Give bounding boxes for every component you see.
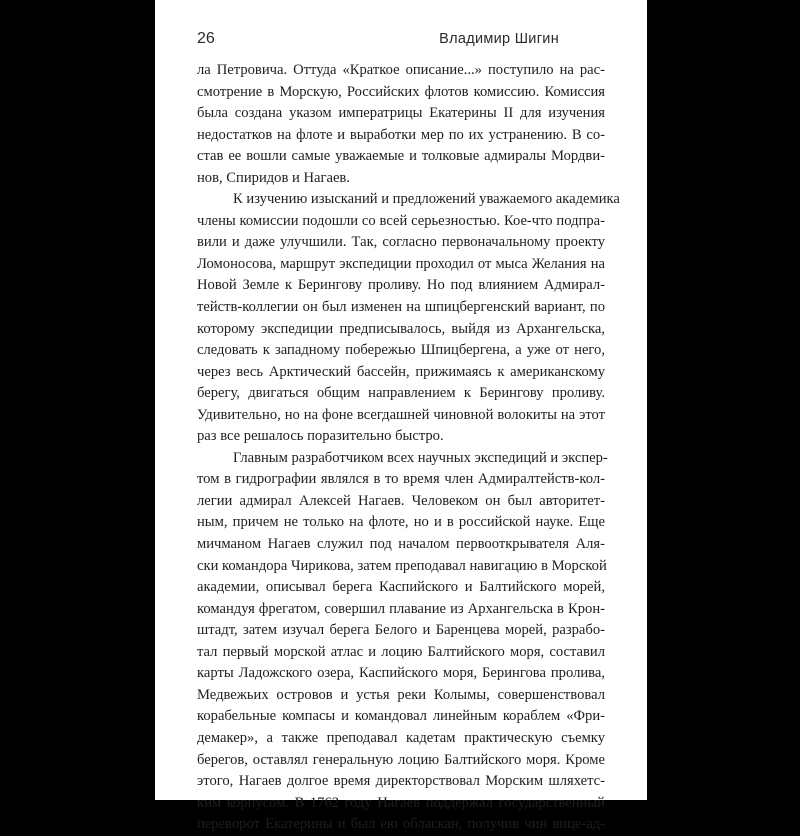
- text-line: Удивительно, но на фоне всегдашней чиновной волокиты на этот: [197, 406, 605, 423]
- running-title: Владимир Шигин: [439, 31, 559, 47]
- body-text: [197, 60, 620, 836]
- text-line: Ломоносова, маршрут экспедиции проходил от мыса Желания на: [197, 255, 605, 272]
- text-line: карты Ладожского озера, Каспийского моря, Берингова пролива,: [197, 665, 605, 682]
- text-line: К изучению изысканий и предложений уважаемого академика: [233, 191, 620, 208]
- text-line: ным, причем не только на флоте, но и в российской науке. Еще: [197, 514, 605, 531]
- text-line: мичманом Нагаев служил под началом первооткрывателя Аля-: [197, 536, 605, 553]
- text-line: тал первый морской атлас и лоцию Балтийского моря, составил: [197, 643, 605, 660]
- text-line: Новой Земле к Берингову проливу. Но под влиянием Адмирал-: [197, 277, 605, 294]
- text-line: академии, описывал берега Каспийского и Балтийского морей,: [197, 579, 605, 596]
- text-line: ким корпусом. В 1762 году Нагаев поддержал государственный: [197, 794, 605, 811]
- page-number: 26: [197, 30, 215, 47]
- text-line: легии адмирал Алексей Нагаев. Человеком он был авторитет-: [197, 492, 605, 509]
- text-line: раз все решалось поразительно быстро.: [197, 428, 444, 445]
- paragraph: [197, 60, 605, 189]
- text-line: члены комиссии подошли со всей серьезностью. Кое-что подпра-: [197, 212, 605, 229]
- paragraph: [197, 448, 608, 836]
- text-line: демакер», а также преподавал кадетам практическую съемку: [197, 729, 605, 746]
- text-line: берегов, оставлял генеральную лоцию Балтийского моря. Кроме: [197, 751, 605, 768]
- text-line: следовать к западному побережью Шпицбергена, а уже от него,: [197, 342, 605, 359]
- text-line: переворот Екатерины и был ею обласкан, получив чин вице-ад-: [197, 816, 605, 833]
- text-line: недостатков на флоте и выработки мер по их устранению. В со-: [197, 126, 605, 143]
- text-line: ла Петровича. Оттуда «Краткое описание...» поступило на рас-: [197, 62, 605, 78]
- text-line: этого, Нагаев долгое время директорствовал Морским шляхетс-: [197, 773, 605, 790]
- paragraph: [197, 189, 620, 448]
- text-line: ски командора Чирикова, затем преподавал навигацию в Морской: [197, 557, 607, 574]
- text-line: том в гидрографии являлся в то время член Адмиралтейств-кол-: [197, 471, 605, 488]
- text-line: Медвежьих островов и устья реки Колымы, совершенствовал: [197, 686, 605, 703]
- text-line: тейств-коллегии он был изменен на шпицбергенский вариант, по: [197, 299, 605, 316]
- text-line: через весь Арктический бассейн, прижимаясь к американскому: [197, 363, 605, 380]
- text-line: берегу, двигаться общим направлением к Берингову проливу.: [197, 385, 605, 402]
- text-line: штадт, затем изучал берега Белого и Баренцева морей, разрабо-: [197, 622, 605, 639]
- text-line: смотрение в Морскую, Российских флотов комиссию. Комиссия: [197, 83, 605, 100]
- text-line: нов, Спиридов и Нагаев.: [197, 169, 350, 186]
- page-header: [197, 30, 605, 54]
- text-line: была создана указом императрицы Екатерины II для изучения: [197, 105, 605, 122]
- text-line: корабельные компасы и командовал линейным кораблем «Фри-: [197, 708, 605, 725]
- text-line: Главным разработчиком всех научных экспедиций и экспер-: [233, 449, 608, 466]
- text-line: став ее вошли самые уважаемые и толковые адмиралы Мордви-: [197, 148, 605, 165]
- text-line: которому экспедиции предписывалось, выйдя из Архангельска,: [197, 320, 605, 337]
- text-line: командуя фрегатом, совершил плавание из Архангельска в Крон-: [197, 600, 605, 617]
- book-page: [155, 0, 647, 833]
- text-line: вили и даже улучшили. Так, согласно первоначальному проекту: [197, 234, 605, 251]
